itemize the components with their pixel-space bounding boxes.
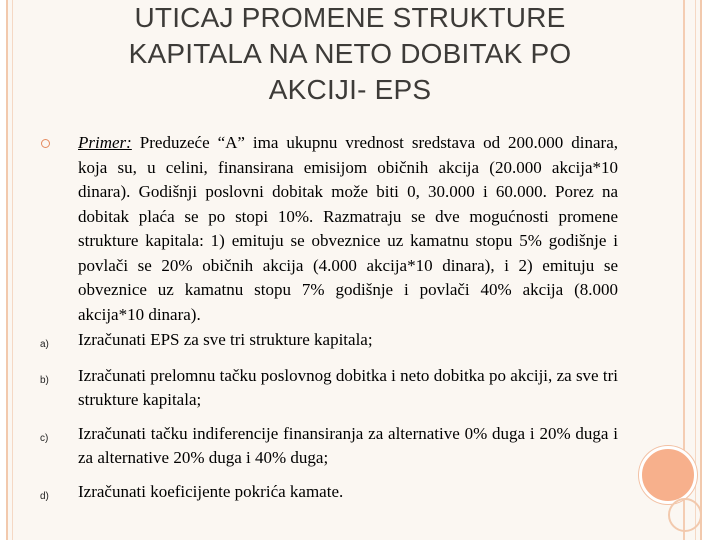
list-item-b bbox=[40, 364, 618, 413]
intro-text: Preduzeće “A” ima ukupnu vrednost sredstava od 200.000 dinara, koja su, u celini, finansirana emisijom običnih akcija (20.000 akcija*10 dinara). Godišnji poslovni dobitak može biti 0, 30.000 i 60.000. Porez na dobitak plaća se po stopi 10%. Razmatraju se dve mogućnosti promene strukture kapitala: 1) emituju se obveznice uz kamatnu stopu 5% godišnje i povlači se 20% običnih akcija (4.000 akcija*10 dinara), i 2) emituju se obveznice uz kamatnu stopu 7% godišnje i povlači 40% akcija (8.000 akcija*10 dinara). bbox=[78, 133, 618, 324]
title-line-2: KAPITALA NA NETO DOBITAK PO bbox=[128, 38, 572, 69]
primer-label: Primer: bbox=[78, 133, 132, 152]
list-marker-a: a) bbox=[40, 339, 49, 350]
list-marker-b: b) bbox=[40, 374, 49, 386]
list-item-text-d: Izračunati koeficijente pokrića kamate. bbox=[78, 481, 344, 501]
list-marker-c: c) bbox=[40, 432, 49, 444]
title-line-3: AKCIJI- EPS bbox=[268, 74, 432, 105]
decorative-circle-icon bbox=[639, 446, 697, 504]
slide-body bbox=[40, 131, 618, 504]
list-item-d bbox=[40, 480, 618, 505]
list-item-c bbox=[40, 422, 618, 471]
list-item-text-a: Izračunati EPS za sve tri strukture kapitala; bbox=[78, 330, 373, 349]
intro-paragraph bbox=[40, 131, 618, 327]
decorative-ring-icon bbox=[668, 498, 702, 532]
slide-title bbox=[40, 0, 660, 108]
list-marker-d: d) bbox=[40, 490, 49, 502]
title-line-1: UTICAJ PROMENE STRUKTURE bbox=[134, 2, 566, 33]
list-item-a bbox=[40, 328, 618, 353]
list-item-text-c: Izračunati tačku indiferencije finansiranja za alternative 0% duga i 20% duga i za alternative 20% duga i 40% duga; bbox=[78, 423, 618, 467]
list-item-text-b: Izračunati prelomnu tačku poslovnog dobitka i neto dobitka po akciji, za sve tri strukture kapitala; bbox=[78, 365, 618, 409]
bullet-ring-icon bbox=[41, 139, 50, 148]
